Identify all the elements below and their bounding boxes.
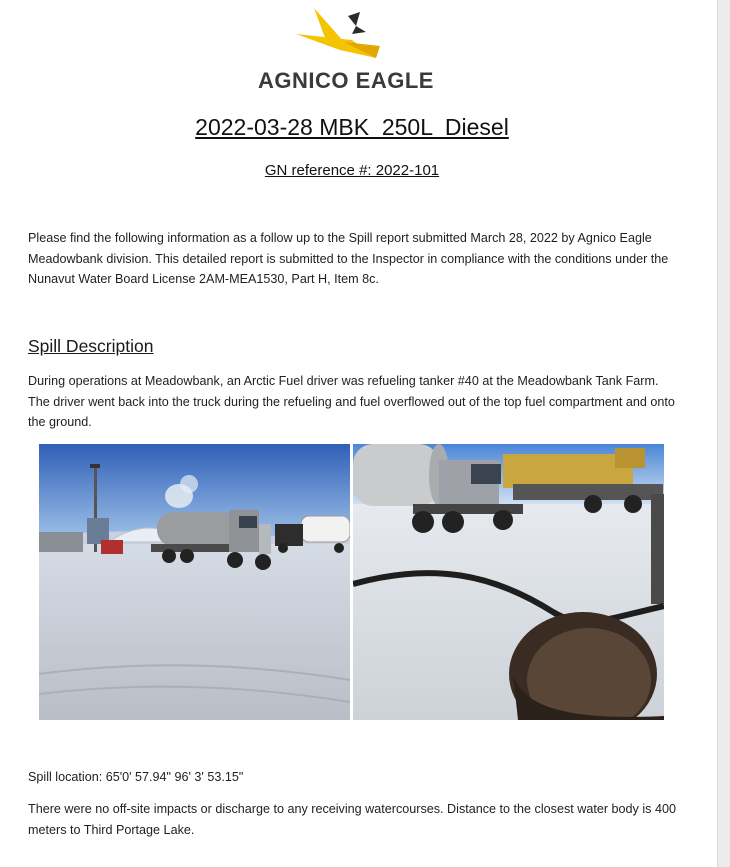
spill-description-paragraph: During operations at Meadowbank, an Arctic Fuel driver was refueling tanker #40 at the Meadowbank Tank Farm. The driver went back into the truck during the refueling and fuel overflowed out of the top fuel compartment and onto the ground. (28, 374, 675, 429)
spill-location: Spill location: 65'0' 57.94" 96' 3' 53.15" (28, 770, 244, 784)
logo-wordmark: AGNICO EAGLE (258, 68, 434, 93)
section-heading-spill-description: Spill Description (28, 336, 154, 356)
document-title: 2022-03-28 MBK 250L Diesel (195, 114, 509, 140)
intro-paragraph: Please find the following information as a follow up to the Spill report submitted March 28, 2022 by Agnico Eagle Meadowbank division. This detailed report is submitted to the Inspector in compliance with the conditions under the Nunavut Water Board License 2AM-MEA1530, Part H, Item 8c. (28, 231, 669, 286)
company-logo (256, 6, 436, 96)
photo-tank-farm (39, 444, 350, 720)
impacts-paragraph: There were no off-site impacts or discharge to any receiving watercourses. Distance to the closest water body is 400 meters to Third Portage Lake. (28, 802, 676, 837)
gn-reference: GN reference #: 2022-101 (264, 162, 440, 179)
eagle-logo-icon (256, 6, 436, 68)
vertical-scrollbar[interactable] (717, 0, 730, 867)
photo-refueling-hose (353, 444, 664, 720)
